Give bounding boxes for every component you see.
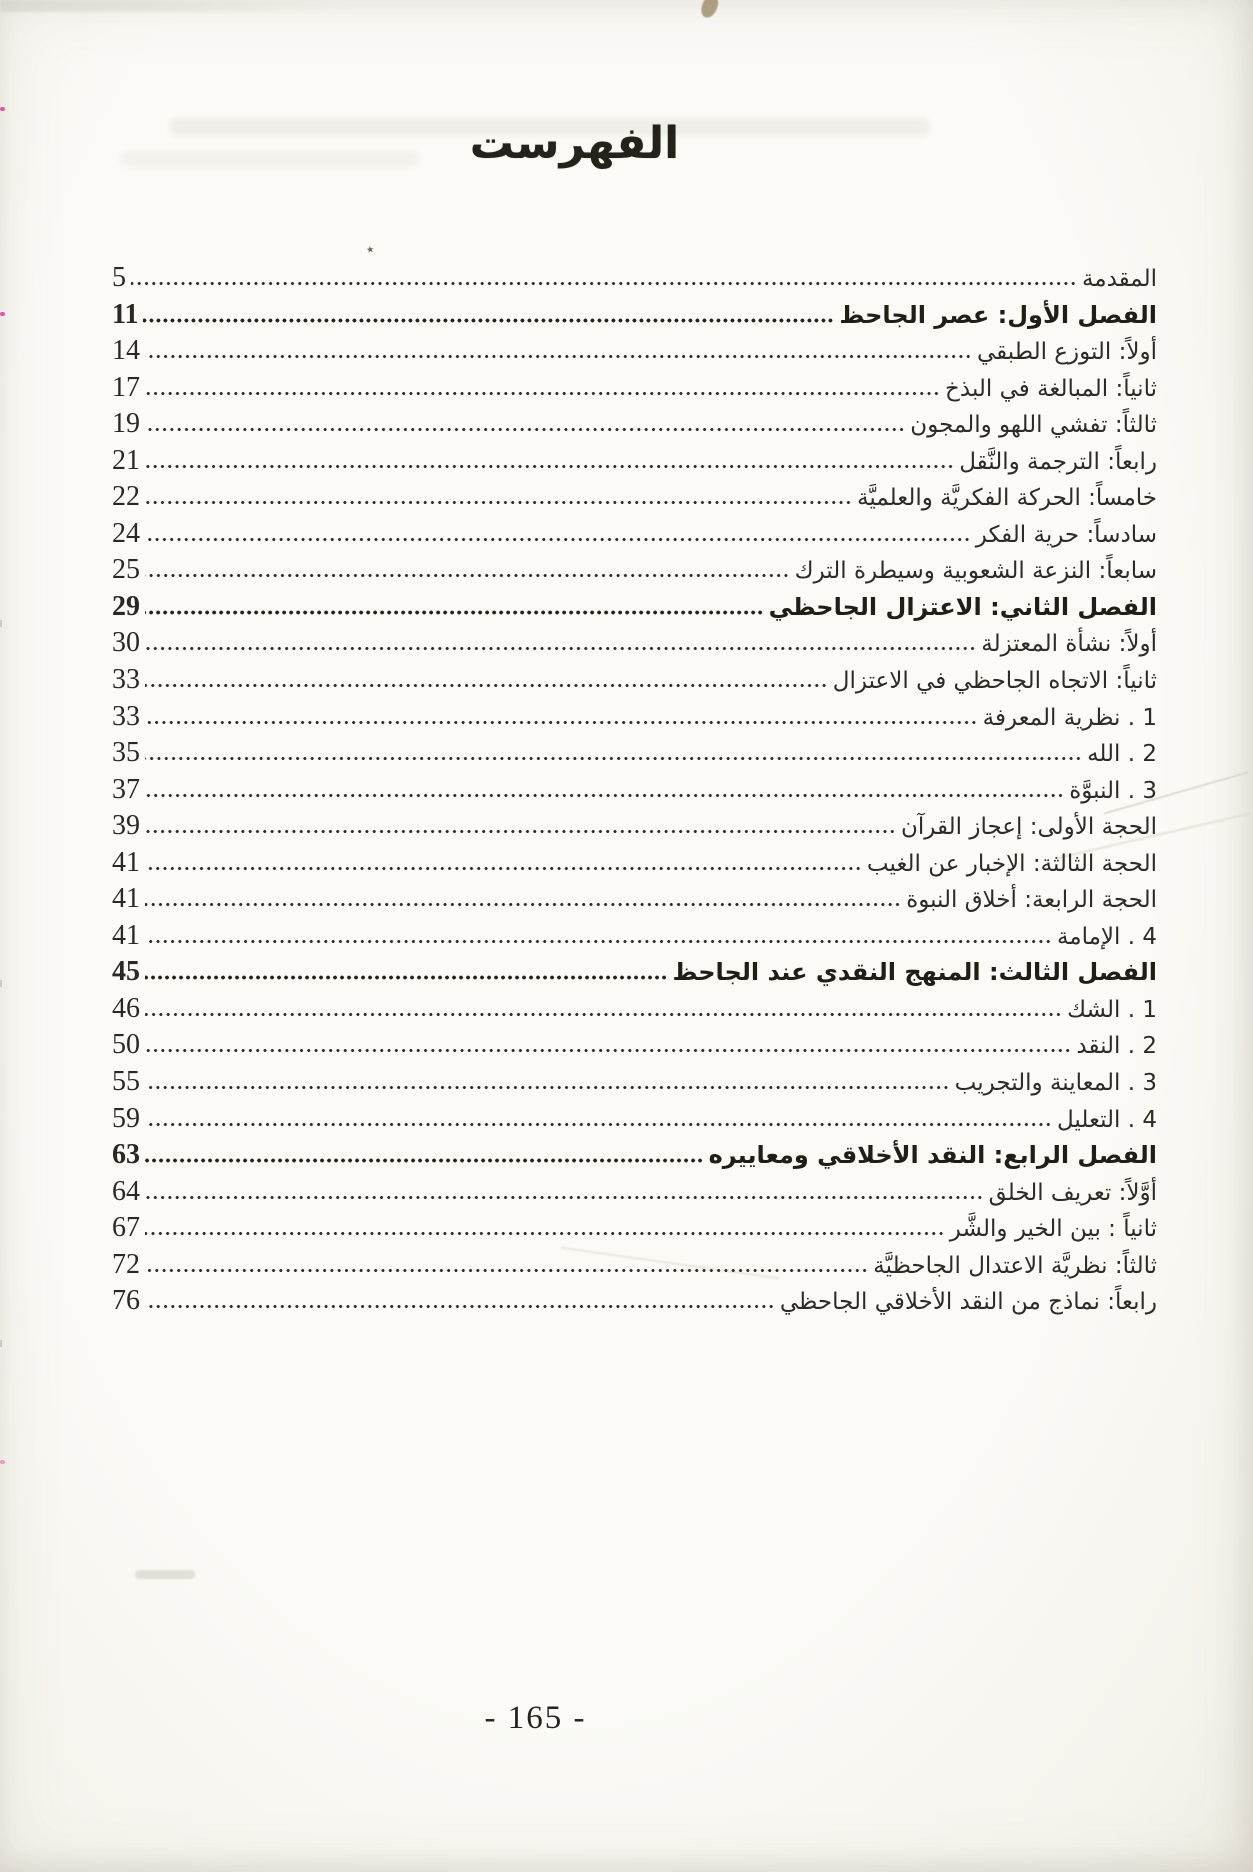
toc-row (112, 920, 1157, 957)
dot-leader (131, 281, 1077, 286)
toc-entry-label: ثانياً: الاتجاه الجاحظي في الاعتزال (832, 668, 1157, 695)
toc-page-number: 22 (112, 481, 140, 513)
toc-page-number: 37 (112, 773, 140, 805)
scanner-edge-mark (0, 1340, 2, 1347)
toc-entry-label: الحجة الرابعة: أخلاق النبوة (906, 887, 1157, 914)
toc-row (112, 774, 1157, 811)
dot-leader (145, 573, 790, 578)
toc-entry-label: الفصل الأول: عصر الجاحظ (839, 300, 1157, 329)
toc-row (112, 956, 1157, 993)
dot-leader (145, 1195, 984, 1200)
scan-speck-top-center (699, 0, 720, 20)
toc-row (112, 1249, 1157, 1286)
toc-row (112, 1285, 1157, 1322)
toc-entry-label: 3 . المعاينة والتجريب (954, 1070, 1157, 1097)
dot-leader (145, 939, 1052, 944)
toc-entry-label: رابعاً: الترجمة والنَّقل (959, 448, 1157, 475)
ink-speck: ٭ (364, 239, 376, 259)
toc-entry-label: الحجة الثالثة: الإخبار عن الغيب (866, 850, 1157, 877)
dot-leader (145, 720, 978, 725)
toc-row (112, 993, 1157, 1030)
toc-row (112, 408, 1157, 445)
toc-entry-label: أوَّلاً: تعريف الخلق (988, 1179, 1157, 1206)
scanner-edge-mark (0, 107, 5, 111)
toc-list (112, 262, 1157, 1322)
toc-entry-label: سادساً: حرية الفكر (975, 521, 1157, 548)
toc-page-number: 29 (112, 590, 140, 622)
toc-row (112, 701, 1157, 738)
toc-page-number: 41 (112, 919, 140, 951)
toc-entry-label: ثانياً: المبالغة في البذخ (945, 375, 1157, 402)
dot-leader (145, 391, 940, 396)
toc-page-number: 17 (112, 371, 140, 403)
footer-page-number: - 165 - (484, 1700, 587, 1736)
toc-row (112, 1176, 1157, 1213)
toc-page-number: 33 (112, 700, 140, 732)
toc-page-number: 63 (112, 1139, 140, 1171)
dot-leader (145, 902, 901, 907)
toc-row (112, 883, 1157, 920)
dot-leader (145, 683, 828, 688)
dot-leader (145, 354, 972, 359)
dot-leader (145, 1304, 775, 1309)
toc-row (112, 1103, 1157, 1140)
toc-entry-label: رابعاً: نماذج من النقد الأخلاقي الجاحظي (779, 1289, 1157, 1316)
toc-row (112, 481, 1157, 518)
toc-entry-label: 1 . نظرية المعرفة (982, 704, 1157, 731)
toc-row (112, 1066, 1157, 1103)
toc-page-number: 45 (112, 956, 140, 988)
toc-page-number: 41 (112, 846, 140, 878)
toc-row (112, 847, 1157, 884)
toc-entry-label: 2 . النقد (1076, 1033, 1157, 1060)
toc-entry-label: أولاً: نشأة المعتزلة (981, 631, 1157, 658)
dot-leader (145, 464, 954, 469)
toc-page-number: 19 (112, 408, 140, 440)
toc-page-number: 30 (112, 627, 140, 659)
toc-page-number: 64 (112, 1175, 140, 1207)
toc-row (112, 810, 1157, 847)
scanner-edge-mark (0, 620, 2, 627)
toc-page-number: 25 (112, 554, 140, 586)
toc-row (112, 737, 1157, 774)
toc-row (112, 1139, 1157, 1176)
dot-leader (145, 1122, 1052, 1127)
dot-leader (145, 756, 1082, 761)
dot-leader (145, 829, 896, 834)
toc-row (112, 554, 1157, 591)
toc-row (112, 372, 1157, 409)
toc-page-number: 14 (112, 335, 140, 367)
toc-entry-label: الفصل الرابع: النقد الأخلاقي ومعاييره (708, 1141, 1157, 1170)
dot-leader (145, 500, 852, 505)
dot-leader (145, 1268, 868, 1273)
toc-entry-label: المقدمة (1081, 266, 1157, 292)
page-title: الفهرست (469, 118, 680, 169)
dot-leader (145, 427, 905, 432)
toc-row (112, 445, 1157, 482)
toc-entry-label: 2 . الله (1087, 741, 1157, 768)
toc-entry-label: 4 . التعليل (1057, 1106, 1157, 1133)
toc-page-number: 5 (112, 262, 126, 293)
toc-page-number: 59 (112, 1102, 140, 1134)
dot-leader (145, 610, 764, 615)
scan-smudge-top-left (0, 0, 350, 12)
toc-row (112, 664, 1157, 701)
scanner-edge-mark (0, 1460, 5, 1464)
dot-leader (143, 318, 834, 323)
toc-entry-label: أولاً: التوزع الطبقي (976, 339, 1157, 366)
toc-row (112, 627, 1157, 664)
scan-smudge-bottom (135, 1570, 195, 1579)
toc-page-number: 72 (112, 1248, 140, 1280)
toc-page-number: 21 (112, 444, 140, 476)
dot-leader (145, 1158, 704, 1163)
toc-entry-label: 1 . الشك (1067, 996, 1157, 1023)
toc-entry-label: 4 . الإمامة (1056, 923, 1157, 950)
toc-page-number: 67 (112, 1212, 140, 1244)
scanner-edge-mark (0, 312, 5, 316)
dot-leader (145, 793, 1064, 798)
toc-page-number: 33 (112, 664, 140, 696)
scanner-edge-mark (0, 980, 2, 987)
toc-page-number: 41 (112, 883, 140, 915)
toc-page-number: 55 (112, 1066, 140, 1098)
toc-entry-label: الفصل الثالث: المنهج النقدي عند الجاحظ (672, 958, 1157, 987)
dot-leader (145, 866, 862, 871)
toc-row (112, 1029, 1157, 1066)
toc-entry-label: ثالثاً: نظريَّة الاعتدال الجاحظيَّة (873, 1252, 1157, 1279)
dot-leader (145, 1085, 950, 1090)
toc-entry-label: الحجة الأولى: إعجاز القرآن (901, 814, 1157, 841)
toc-page-number: 50 (112, 1029, 140, 1061)
toc-page-number: 11 (112, 298, 139, 330)
toc-page-number: 46 (112, 992, 140, 1024)
toc-entry-label: ثانياً : بين الخير والشَّر (949, 1216, 1157, 1243)
toc-page-number: 35 (112, 737, 140, 769)
toc-entry-label: الفصل الثاني: الاعتزال الجاحظي (768, 592, 1157, 621)
dot-leader (145, 975, 668, 980)
toc-entry-label: 3 . النبوَّة (1069, 777, 1157, 804)
toc-page-number: 24 (112, 517, 140, 549)
toc-entry-label: خامساً: الحركة الفكريَّة والعلميَّة (857, 485, 1157, 512)
toc-entry-label: سابعاً: النزعة الشعوبية وسيطرة الترك (794, 558, 1157, 585)
toc-entry-label: ثالثاً: تفشي اللهو والمجون (910, 412, 1157, 439)
dot-leader (145, 1231, 945, 1236)
toc-row (112, 518, 1157, 555)
toc-page-number: 76 (112, 1285, 140, 1317)
dot-leader (145, 537, 971, 542)
toc-row (112, 1212, 1157, 1249)
toc-row (112, 262, 1157, 299)
dot-leader (145, 646, 976, 651)
toc-page-number: 39 (112, 810, 140, 842)
dot-leader (145, 1048, 1071, 1053)
toc-row (112, 591, 1157, 628)
dot-leader (145, 1012, 1062, 1017)
toc-row (112, 335, 1157, 372)
toc-row (112, 299, 1157, 336)
